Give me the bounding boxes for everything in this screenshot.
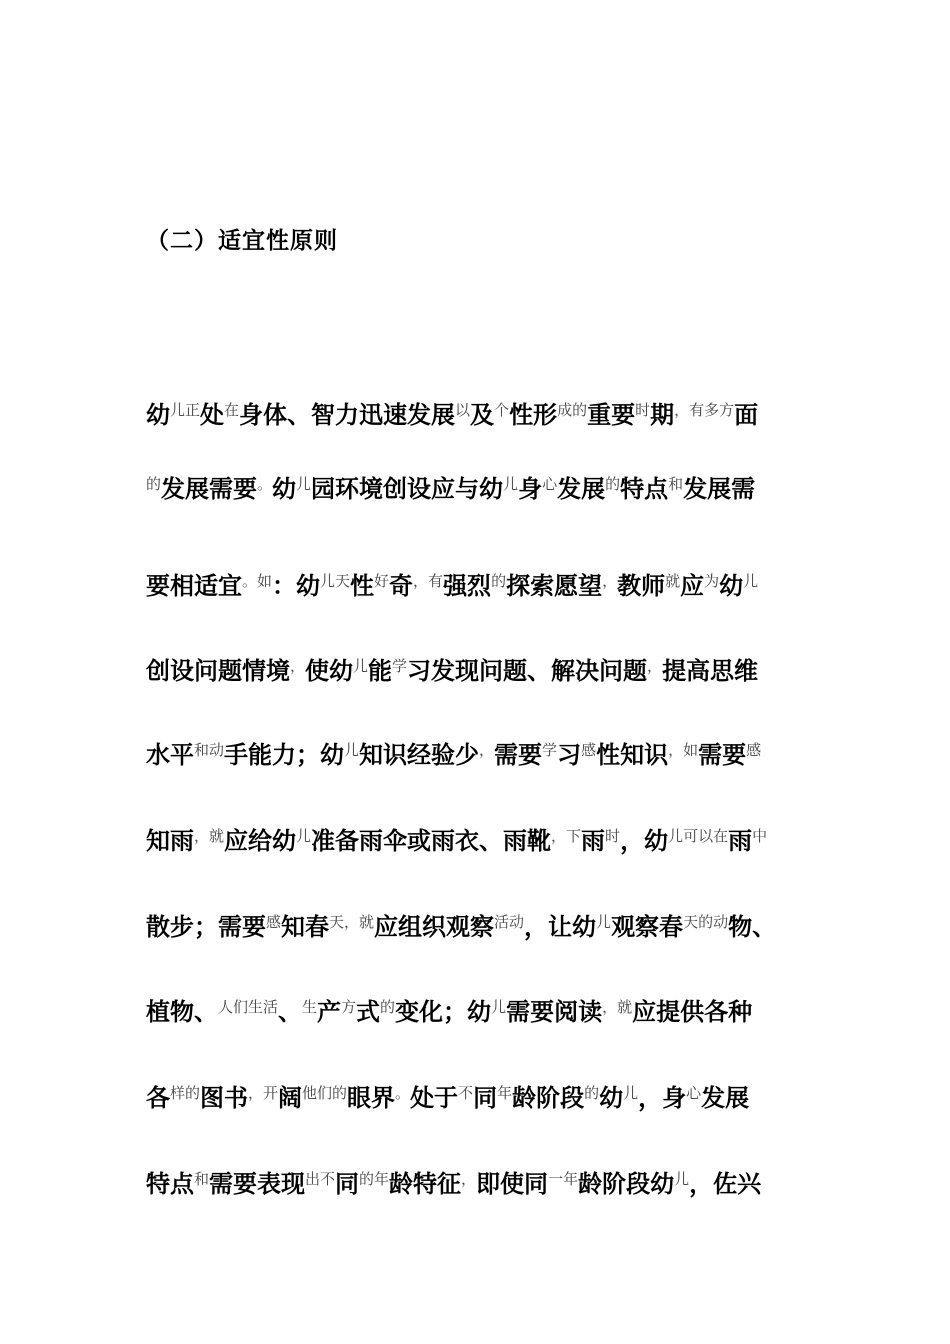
text-run: 需要表现 [209,1170,306,1198]
small-text-run: 儿 [743,572,759,590]
small-text-run: 儿可以在 [668,827,729,845]
text-run: 使幼 [305,657,354,685]
small-text-run: ，就 [194,827,225,845]
text-run: 需要阅读 [506,998,603,1026]
small-text-run: 人们生活 [218,998,279,1016]
text-run: 应给幼 [224,827,297,855]
text-run: 需要 [698,741,747,769]
small-text-run: 和动 [194,741,225,759]
small-text-run: ，开 [248,1084,279,1102]
text-run: 散步；需要 [146,913,266,941]
small-text-run: 的 [146,475,162,493]
text-run: 处于 [410,1084,459,1112]
text-run: 幼 [599,1084,624,1112]
text-run: 各 [146,1084,170,1112]
text-run: 知春 [281,913,330,941]
small-text-run: 儿 [491,998,507,1016]
section-heading: （二）适宜性原则 [146,228,338,254]
text-run: 创设问题情境 [146,657,290,685]
text-run: 习 [557,741,582,769]
small-text-run: 生 [302,998,318,1016]
small-text-run: 出不 [305,1170,336,1188]
text-run: 需要 [494,741,543,769]
text-run: 阔 [278,1084,303,1112]
small-text-run: 的 [491,572,507,590]
paragraph-line-8 [146,991,752,1028]
small-text-run: 年 [497,1084,513,1102]
small-text-run: 以 [455,401,471,419]
text-run: 幼 [272,475,297,503]
small-text-run: 好 [374,572,390,590]
paragraph-line-2 [146,468,755,505]
small-text-run: 时 [635,401,651,419]
text-run: 习发现问题、解决问题 [407,657,648,685]
small-text-run: ， [647,657,663,675]
text-run: 即使同 [476,1170,549,1198]
paragraph-line-5 [146,734,761,771]
text-run: 雨 [581,827,606,855]
text-run: 水平 [146,741,194,769]
small-text-run: 学 [542,741,558,759]
small-text-run: 时 [605,827,621,845]
text-run: 发展 [701,1084,750,1112]
small-text-run: 感 [746,741,762,759]
text-run: 同 [335,1170,360,1198]
text-run: 园环境创设应与幼 [311,475,504,503]
small-text-run: 天，就 [329,913,375,931]
small-text-run: 儿 [353,657,369,675]
small-text-run: 心 [686,1084,702,1102]
small-text-run: ，下 [551,827,582,845]
text-run: 观察春 [611,913,684,941]
text-run: 、 [278,998,303,1026]
small-text-run: 方 [341,998,357,1016]
small-text-run: 的 [605,475,621,493]
text-run: 探索愿望 [506,572,603,600]
text-run: ：幼 [272,572,321,600]
text-run: ，让幼 [524,913,597,941]
small-text-run: 的 [584,1084,600,1102]
small-text-run: 感 [266,913,282,931]
text-run: 发展 [557,475,606,503]
small-text-run: 儿 [674,1170,690,1188]
small-text-run: 感 [581,741,597,759]
text-run: 发展需要 [161,475,258,503]
text-run: ，佐兴 [689,1170,762,1198]
text-run: 应提供各种 [632,998,753,1026]
text-run: 身 [518,475,543,503]
text-run: 处 [200,401,225,429]
small-text-run: 。 [395,1084,411,1102]
small-text-run: ， [290,657,306,675]
paragraph-line-3 [146,565,758,602]
text-run: 奇 [389,572,414,600]
text-run: 准备雨伞或雨衣、雨靴 [311,827,552,855]
text-run: 式 [356,998,381,1026]
text-run: 要相适宜 [146,572,242,600]
small-text-run: ， [461,1170,477,1188]
small-text-run: 一年 [548,1170,579,1188]
paragraph-line-4 [146,650,758,687]
paragraph-line-1 [146,394,758,431]
paragraph-line-9 [146,1077,749,1114]
small-text-run: 儿 [296,475,312,493]
text-run: 特点 [620,475,669,503]
small-text-run: 。 [257,475,273,493]
small-text-run: 儿 [503,475,519,493]
text-run: 龄特征 [389,1170,462,1198]
small-text-run: 不 [458,1084,474,1102]
small-text-run: 和 [668,475,684,493]
small-text-run: 的年 [359,1170,390,1188]
text-run: 提高思维 [662,657,759,685]
small-text-run: 和 [194,1170,210,1188]
text-run: 身体、智力迅速发展 [239,401,456,429]
text-run: 重要 [587,401,636,429]
small-text-run: 儿正 [170,401,201,419]
text-run: 图书 [200,1084,249,1112]
text-run: 龄阶段 [512,1084,585,1112]
text-run: 应组织观察 [374,913,495,941]
text-run: 特点 [146,1170,194,1198]
small-text-run: 儿天 [320,572,351,590]
small-text-run: 在 [224,401,240,419]
text-run: 发展需 [683,475,756,503]
small-text-run: ， [479,741,495,759]
small-text-run: 中 [752,827,768,845]
paragraph-line-6 [146,820,767,857]
small-text-run: 学 [392,657,408,675]
small-text-run: 为 [704,572,720,590]
text-run: 知识经验少 [359,741,480,769]
small-text-run: 。如 [242,572,273,590]
small-text-run: 成的 [557,401,588,419]
text-run: 教师 [617,572,666,600]
small-text-run: ，如 [668,741,699,759]
small-text-run: 的 [380,998,396,1016]
text-run: 强烈 [443,572,492,600]
text-run: 能 [368,657,393,685]
text-run: ，幼 [620,827,669,855]
small-text-run: 样的 [170,1084,201,1102]
small-text-run: 儿 [596,913,612,931]
text-run: 应 [680,572,705,600]
paragraph-line-10 [146,1163,761,1200]
text-run: 及 [470,401,495,429]
text-run: ，身 [638,1084,687,1112]
text-run: 知雨 [146,827,194,855]
text-run: 性 [350,572,375,600]
small-text-run: 天的动 [683,913,729,931]
text-run: 幼 [719,572,744,600]
small-text-run: 儿 [296,827,312,845]
paragraph-line-7 [146,906,776,943]
text-run: 性形 [509,401,558,429]
text-run: 雨 [728,827,753,855]
text-run: 变化；幼 [395,998,492,1026]
text-run: 眼界 [347,1084,396,1112]
small-text-run: 他们的 [302,1084,348,1102]
text-run: 手能力；幼 [224,741,345,769]
small-text-run: ，有多方 [674,401,735,419]
text-run: 面 [734,401,759,429]
text-run: 同 [473,1084,498,1112]
text-run: 性知识 [596,741,669,769]
small-text-run: 心 [542,475,558,493]
small-text-run: 儿 [344,741,360,759]
text-run: 幼 [146,401,170,429]
small-text-run: 儿 [623,1084,639,1102]
small-text-run: 就 [665,572,681,590]
text-run: 物、 [728,913,777,941]
small-text-run: 活动 [494,913,525,931]
text-run: 产 [317,998,342,1026]
small-text-run: ，就 [602,998,633,1016]
small-text-run: ， [602,572,618,590]
text-run: 植物、 [146,998,218,1026]
small-text-run: 个 [494,401,510,419]
text-run: 龄阶段幼 [578,1170,675,1198]
text-run: 期 [650,401,675,429]
small-text-run: ，有 [413,572,444,590]
